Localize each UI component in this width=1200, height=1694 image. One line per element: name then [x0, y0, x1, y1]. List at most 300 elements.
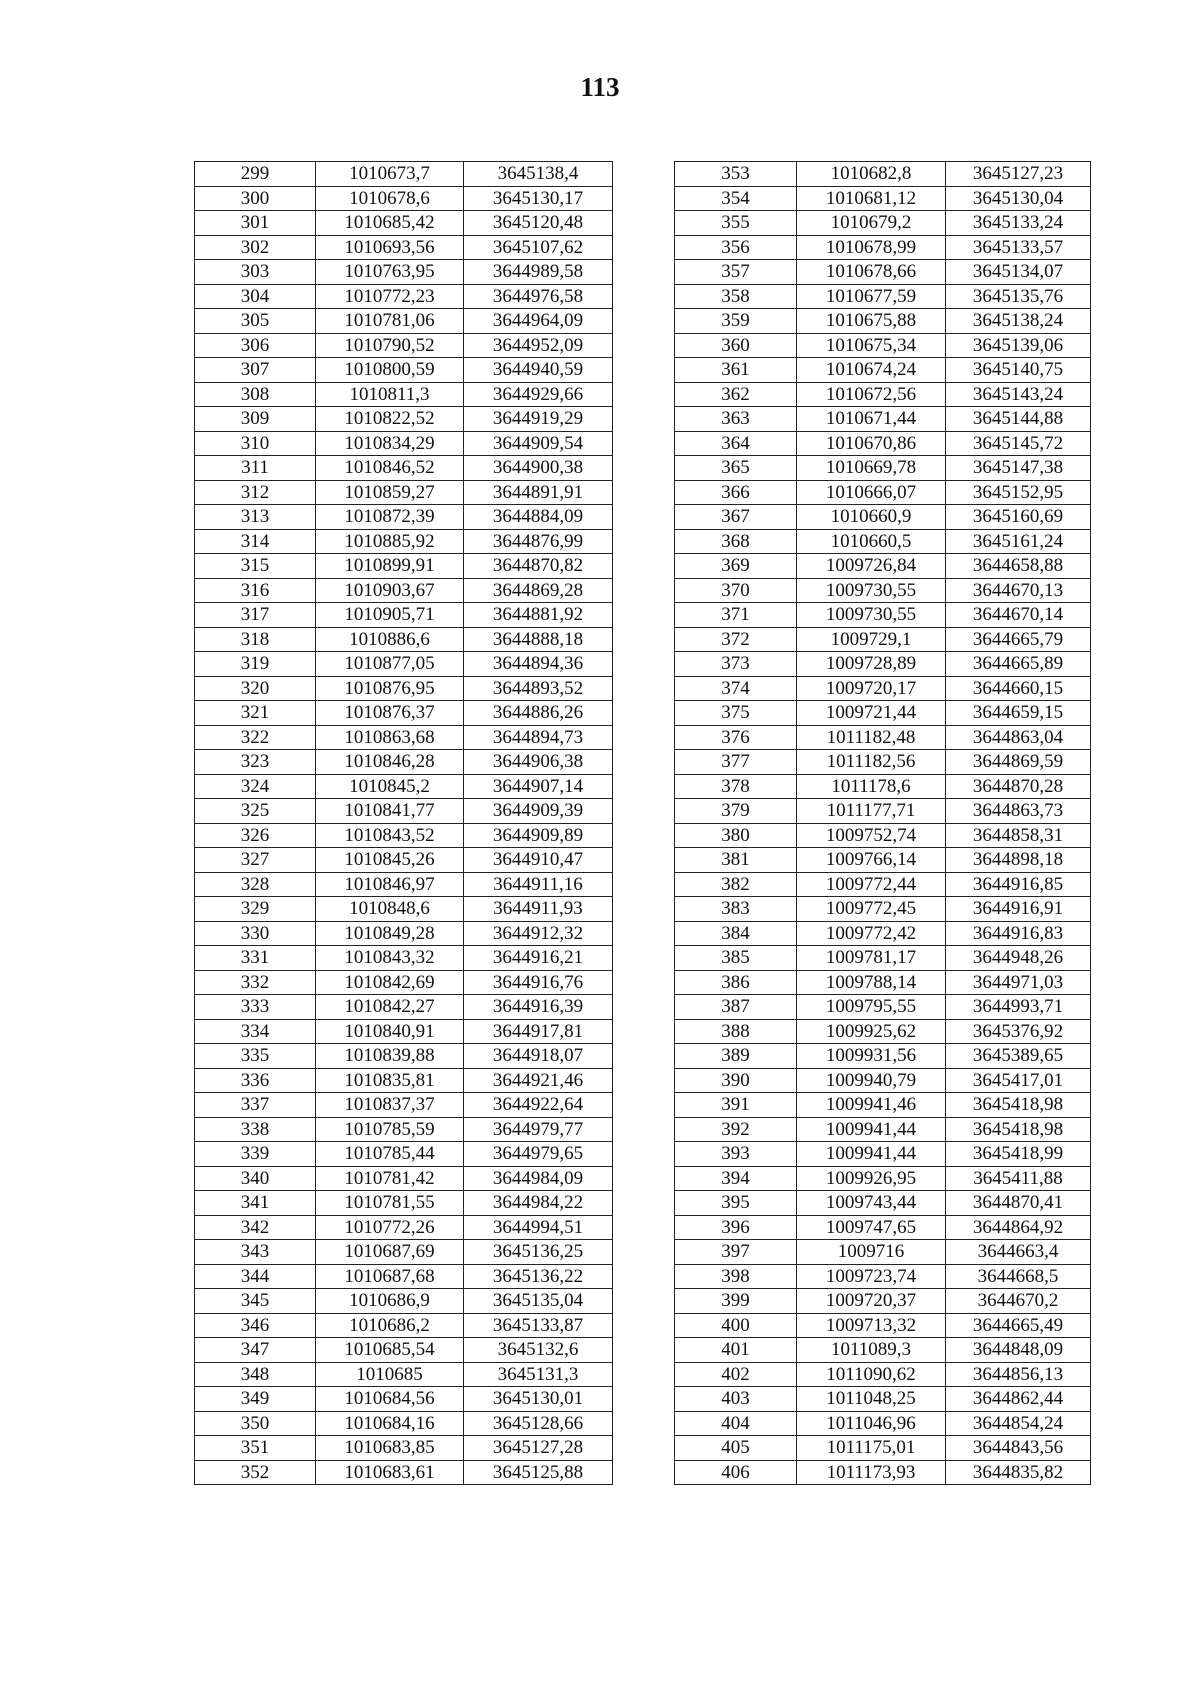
table-row [195, 284, 613, 309]
x-coordinate-cell: 1010672,56 [797, 382, 946, 407]
x-coordinate-cell: 1009941,46 [797, 1093, 946, 1118]
x-coordinate-cell: 1010683,61 [316, 1460, 464, 1485]
y-coordinate-cell: 3644863,73 [946, 799, 1091, 824]
point-number-cell: 404 [675, 1411, 797, 1436]
x-coordinate-cell: 1010899,91 [316, 554, 464, 579]
x-coordinate-cell: 1010845,26 [316, 848, 464, 873]
y-coordinate-cell: 3644869,28 [464, 578, 613, 603]
point-number-cell: 312 [195, 480, 316, 505]
point-number-cell: 357 [675, 260, 797, 285]
point-number-cell: 370 [675, 578, 797, 603]
y-coordinate-cell: 3644948,26 [946, 946, 1091, 971]
x-coordinate-cell: 1010781,06 [316, 309, 464, 334]
point-number-cell: 303 [195, 260, 316, 285]
y-coordinate-cell: 3644909,39 [464, 799, 613, 824]
table-row [675, 603, 1091, 628]
y-coordinate-cell: 3644659,15 [946, 701, 1091, 726]
y-coordinate-cell: 3644670,13 [946, 578, 1091, 603]
point-number-cell: 333 [195, 995, 316, 1020]
x-coordinate-cell: 1010666,07 [797, 480, 946, 505]
x-coordinate-cell: 1010678,66 [797, 260, 946, 285]
point-number-cell: 313 [195, 505, 316, 530]
x-coordinate-cell: 1010781,55 [316, 1191, 464, 1216]
y-coordinate-cell: 3645133,57 [946, 235, 1091, 260]
y-coordinate-cell: 3644916,76 [464, 970, 613, 995]
y-coordinate-cell: 3645130,17 [464, 186, 613, 211]
y-coordinate-cell: 3644835,82 [946, 1460, 1091, 1485]
y-coordinate-cell: 3644916,85 [946, 872, 1091, 897]
x-coordinate-cell: 1010863,68 [316, 725, 464, 750]
x-coordinate-cell: 1010683,85 [316, 1436, 464, 1461]
point-number-cell: 378 [675, 774, 797, 799]
point-number-cell: 304 [195, 284, 316, 309]
table-row [675, 505, 1091, 530]
x-coordinate-cell: 1010834,29 [316, 431, 464, 456]
y-coordinate-cell: 3645376,92 [946, 1019, 1091, 1044]
table-row [675, 1215, 1091, 1240]
y-coordinate-cell: 3644870,82 [464, 554, 613, 579]
x-coordinate-cell: 1009752,74 [797, 823, 946, 848]
table-row [675, 1460, 1091, 1485]
x-coordinate-cell: 1009926,95 [797, 1166, 946, 1191]
table-row [195, 554, 613, 579]
table-row [675, 284, 1091, 309]
point-number-cell: 359 [675, 309, 797, 334]
y-coordinate-cell: 3645418,98 [946, 1117, 1091, 1142]
point-number-cell: 343 [195, 1240, 316, 1265]
y-coordinate-cell: 3644894,36 [464, 652, 613, 677]
y-coordinate-cell: 3644993,71 [946, 995, 1091, 1020]
table-row [195, 1313, 613, 1338]
point-number-cell: 390 [675, 1068, 797, 1093]
y-coordinate-cell: 3644989,58 [464, 260, 613, 285]
point-number-cell: 346 [195, 1313, 316, 1338]
y-coordinate-cell: 3644952,09 [464, 333, 613, 358]
x-coordinate-cell: 1010687,68 [316, 1264, 464, 1289]
y-coordinate-cell: 3644916,91 [946, 897, 1091, 922]
y-coordinate-cell: 3644854,24 [946, 1411, 1091, 1436]
y-coordinate-cell: 3644886,26 [464, 701, 613, 726]
y-coordinate-cell: 3644900,38 [464, 456, 613, 481]
y-coordinate-cell: 3645135,76 [946, 284, 1091, 309]
x-coordinate-cell: 1009713,32 [797, 1313, 946, 1338]
x-coordinate-cell: 1011173,93 [797, 1460, 946, 1485]
point-number-cell: 374 [675, 676, 797, 701]
point-number-cell: 350 [195, 1411, 316, 1436]
x-coordinate-cell: 1010843,52 [316, 823, 464, 848]
x-coordinate-cell: 1010905,71 [316, 603, 464, 628]
table-row [195, 211, 613, 236]
x-coordinate-cell: 1010849,28 [316, 921, 464, 946]
table-row [195, 1117, 613, 1142]
y-coordinate-cell: 3644670,2 [946, 1289, 1091, 1314]
point-number-cell: 306 [195, 333, 316, 358]
point-number-cell: 402 [675, 1362, 797, 1387]
x-coordinate-cell: 1010684,56 [316, 1387, 464, 1412]
x-coordinate-cell: 1010872,39 [316, 505, 464, 530]
x-coordinate-cell: 1011089,3 [797, 1338, 946, 1363]
y-coordinate-cell: 3644864,92 [946, 1215, 1091, 1240]
x-coordinate-cell: 1010671,44 [797, 407, 946, 432]
x-coordinate-cell: 1010846,97 [316, 872, 464, 897]
point-number-cell: 316 [195, 578, 316, 603]
x-coordinate-cell: 1010660,5 [797, 529, 946, 554]
point-number-cell: 360 [675, 333, 797, 358]
y-coordinate-cell: 3644940,59 [464, 358, 613, 383]
x-coordinate-cell: 1009723,74 [797, 1264, 946, 1289]
y-coordinate-cell: 3644917,81 [464, 1019, 613, 1044]
x-coordinate-cell: 1009766,14 [797, 848, 946, 873]
y-coordinate-cell: 3644911,93 [464, 897, 613, 922]
y-coordinate-cell: 3645128,66 [464, 1411, 613, 1436]
y-coordinate-cell: 3645145,72 [946, 431, 1091, 456]
y-coordinate-cell: 3644976,58 [464, 284, 613, 309]
y-coordinate-cell: 3645107,62 [464, 235, 613, 260]
y-coordinate-cell: 3644911,16 [464, 872, 613, 897]
coordinates-table-right [674, 161, 1091, 1485]
table-row [675, 1117, 1091, 1142]
coordinates-table-left [194, 161, 613, 1485]
x-coordinate-cell: 1010877,05 [316, 652, 464, 677]
point-number-cell: 385 [675, 946, 797, 971]
y-coordinate-cell: 3644984,22 [464, 1191, 613, 1216]
table-row [195, 750, 613, 775]
table-row [195, 358, 613, 383]
table-row [195, 652, 613, 677]
y-coordinate-cell: 3645133,87 [464, 1313, 613, 1338]
y-coordinate-cell: 3644912,32 [464, 921, 613, 946]
point-number-cell: 305 [195, 309, 316, 334]
x-coordinate-cell: 1011177,71 [797, 799, 946, 824]
point-number-cell: 364 [675, 431, 797, 456]
y-coordinate-cell: 3644979,77 [464, 1117, 613, 1142]
point-number-cell: 318 [195, 627, 316, 652]
x-coordinate-cell: 1010822,52 [316, 407, 464, 432]
y-coordinate-cell: 3645138,24 [946, 309, 1091, 334]
point-number-cell: 389 [675, 1044, 797, 1069]
x-coordinate-cell: 1010678,6 [316, 186, 464, 211]
point-number-cell: 380 [675, 823, 797, 848]
table-row [195, 1289, 613, 1314]
table-row [675, 1338, 1091, 1363]
y-coordinate-cell: 3645134,07 [946, 260, 1091, 285]
y-coordinate-cell: 3644921,46 [464, 1068, 613, 1093]
point-number-cell: 379 [675, 799, 797, 824]
table-row [675, 1436, 1091, 1461]
x-coordinate-cell: 1010687,69 [316, 1240, 464, 1265]
point-number-cell: 393 [675, 1142, 797, 1167]
coordinates-table-left-body [195, 162, 613, 1485]
table-row [675, 260, 1091, 285]
y-coordinate-cell: 3645147,38 [946, 456, 1091, 481]
y-coordinate-cell: 3644668,5 [946, 1264, 1091, 1289]
x-coordinate-cell: 1010685 [316, 1362, 464, 1387]
table-row [675, 162, 1091, 187]
x-coordinate-cell: 1009730,55 [797, 578, 946, 603]
point-number-cell: 398 [675, 1264, 797, 1289]
point-number-cell: 355 [675, 211, 797, 236]
point-number-cell: 403 [675, 1387, 797, 1412]
x-coordinate-cell: 1011046,96 [797, 1411, 946, 1436]
table-row [675, 1387, 1091, 1412]
table-row [195, 701, 613, 726]
y-coordinate-cell: 3644663,4 [946, 1240, 1091, 1265]
y-coordinate-cell: 3645389,65 [946, 1044, 1091, 1069]
table-row [195, 1338, 613, 1363]
table-row [675, 1411, 1091, 1436]
y-coordinate-cell: 3644898,18 [946, 848, 1091, 873]
point-number-cell: 324 [195, 774, 316, 799]
table-row [675, 1289, 1091, 1314]
x-coordinate-cell: 1010800,59 [316, 358, 464, 383]
y-coordinate-cell: 3645136,25 [464, 1240, 613, 1265]
table-row [675, 1362, 1091, 1387]
x-coordinate-cell: 1010693,56 [316, 235, 464, 260]
y-coordinate-cell: 3644919,29 [464, 407, 613, 432]
table-row [195, 235, 613, 260]
point-number-cell: 340 [195, 1166, 316, 1191]
table-row [675, 725, 1091, 750]
table-row [195, 1068, 613, 1093]
table-row [675, 1142, 1091, 1167]
x-coordinate-cell: 1009941,44 [797, 1117, 946, 1142]
table-row [195, 1019, 613, 1044]
y-coordinate-cell: 3645132,6 [464, 1338, 613, 1363]
x-coordinate-cell: 1010846,52 [316, 456, 464, 481]
point-number-cell: 353 [675, 162, 797, 187]
point-number-cell: 399 [675, 1289, 797, 1314]
y-coordinate-cell: 3644665,49 [946, 1313, 1091, 1338]
table-row [675, 456, 1091, 481]
y-coordinate-cell: 3644994,51 [464, 1215, 613, 1240]
point-number-cell: 349 [195, 1387, 316, 1412]
x-coordinate-cell: 1010842,27 [316, 995, 464, 1020]
point-number-cell: 363 [675, 407, 797, 432]
table-row [675, 921, 1091, 946]
table-row [675, 946, 1091, 971]
x-coordinate-cell: 1010685,54 [316, 1338, 464, 1363]
y-coordinate-cell: 3645130,04 [946, 186, 1091, 211]
x-coordinate-cell: 1009931,56 [797, 1044, 946, 1069]
table-row [195, 774, 613, 799]
point-number-cell: 361 [675, 358, 797, 383]
y-coordinate-cell: 3644858,31 [946, 823, 1091, 848]
y-coordinate-cell: 3645125,88 [464, 1460, 613, 1485]
table-row [195, 578, 613, 603]
point-number-cell: 406 [675, 1460, 797, 1485]
y-coordinate-cell: 3644843,56 [946, 1436, 1091, 1461]
table-row [195, 1411, 613, 1436]
point-number-cell: 326 [195, 823, 316, 848]
x-coordinate-cell: 1009772,44 [797, 872, 946, 897]
table-row [195, 162, 613, 187]
point-number-cell: 332 [195, 970, 316, 995]
table-row [675, 407, 1091, 432]
y-coordinate-cell: 3644922,64 [464, 1093, 613, 1118]
y-coordinate-cell: 3644870,28 [946, 774, 1091, 799]
point-number-cell: 325 [195, 799, 316, 824]
x-coordinate-cell: 1009743,44 [797, 1191, 946, 1216]
y-coordinate-cell: 3645143,24 [946, 382, 1091, 407]
table-row [675, 897, 1091, 922]
point-number-cell: 322 [195, 725, 316, 750]
x-coordinate-cell: 1011175,01 [797, 1436, 946, 1461]
x-coordinate-cell: 1010682,8 [797, 162, 946, 187]
point-number-cell: 368 [675, 529, 797, 554]
point-number-cell: 328 [195, 872, 316, 897]
table-row [195, 946, 613, 971]
x-coordinate-cell: 1010686,9 [316, 1289, 464, 1314]
page-number: 113 [580, 72, 620, 102]
point-number-cell: 315 [195, 554, 316, 579]
table-row [195, 897, 613, 922]
y-coordinate-cell: 3645418,99 [946, 1142, 1091, 1167]
table-row [675, 823, 1091, 848]
table-row [195, 1215, 613, 1240]
point-number-cell: 351 [195, 1436, 316, 1461]
point-number-cell: 335 [195, 1044, 316, 1069]
x-coordinate-cell: 1010846,28 [316, 750, 464, 775]
x-coordinate-cell: 1010843,32 [316, 946, 464, 971]
table-row [675, 1313, 1091, 1338]
x-coordinate-cell: 1010835,81 [316, 1068, 464, 1093]
table-row [195, 333, 613, 358]
y-coordinate-cell: 3644670,14 [946, 603, 1091, 628]
y-coordinate-cell: 3645136,22 [464, 1264, 613, 1289]
y-coordinate-cell: 3644909,89 [464, 823, 613, 848]
point-number-cell: 354 [675, 186, 797, 211]
x-coordinate-cell: 1009941,44 [797, 1142, 946, 1167]
y-coordinate-cell: 3644916,83 [946, 921, 1091, 946]
point-number-cell: 384 [675, 921, 797, 946]
point-number-cell: 367 [675, 505, 797, 530]
table-row [195, 505, 613, 530]
point-number-cell: 302 [195, 235, 316, 260]
table-row [195, 1191, 613, 1216]
table-row [195, 799, 613, 824]
x-coordinate-cell: 1010785,44 [316, 1142, 464, 1167]
table-row [195, 1264, 613, 1289]
point-number-cell: 382 [675, 872, 797, 897]
table-row [675, 627, 1091, 652]
point-number-cell: 319 [195, 652, 316, 677]
y-coordinate-cell: 3645127,23 [946, 162, 1091, 187]
y-coordinate-cell: 3644929,66 [464, 382, 613, 407]
table-row [675, 235, 1091, 260]
table-row [675, 211, 1091, 236]
y-coordinate-cell: 3644964,09 [464, 309, 613, 334]
table-row [195, 1387, 613, 1412]
table-row [675, 701, 1091, 726]
table-row [675, 676, 1091, 701]
x-coordinate-cell: 1009940,79 [797, 1068, 946, 1093]
table-row [195, 309, 613, 334]
point-number-cell: 395 [675, 1191, 797, 1216]
table-row [675, 774, 1091, 799]
table-row [675, 995, 1091, 1020]
table-row [195, 970, 613, 995]
point-number-cell: 310 [195, 431, 316, 456]
table-row [195, 456, 613, 481]
table-row [195, 823, 613, 848]
point-number-cell: 376 [675, 725, 797, 750]
y-coordinate-cell: 3644665,89 [946, 652, 1091, 677]
point-number-cell: 342 [195, 1215, 316, 1240]
y-coordinate-cell: 3644660,15 [946, 676, 1091, 701]
x-coordinate-cell: 1010859,27 [316, 480, 464, 505]
point-number-cell: 372 [675, 627, 797, 652]
point-number-cell: 323 [195, 750, 316, 775]
point-number-cell: 307 [195, 358, 316, 383]
y-coordinate-cell: 3644910,47 [464, 848, 613, 873]
y-coordinate-cell: 3645144,88 [946, 407, 1091, 432]
y-coordinate-cell: 3645161,24 [946, 529, 1091, 554]
table-row [675, 652, 1091, 677]
y-coordinate-cell: 3645139,06 [946, 333, 1091, 358]
y-coordinate-cell: 3644979,65 [464, 1142, 613, 1167]
x-coordinate-cell: 1010772,26 [316, 1215, 464, 1240]
point-number-cell: 301 [195, 211, 316, 236]
point-number-cell: 309 [195, 407, 316, 432]
table-row [675, 1240, 1091, 1265]
table-row [195, 1093, 613, 1118]
table-row [195, 627, 613, 652]
table-row [675, 1044, 1091, 1069]
point-number-cell: 337 [195, 1093, 316, 1118]
x-coordinate-cell: 1010669,78 [797, 456, 946, 481]
table-row [675, 578, 1091, 603]
y-coordinate-cell: 3645140,75 [946, 358, 1091, 383]
y-coordinate-cell: 3645418,98 [946, 1093, 1091, 1118]
table-row [675, 529, 1091, 554]
y-coordinate-cell: 3644856,13 [946, 1362, 1091, 1387]
table-row [675, 848, 1091, 873]
point-number-cell: 388 [675, 1019, 797, 1044]
point-number-cell: 373 [675, 652, 797, 677]
x-coordinate-cell: 1011182,48 [797, 725, 946, 750]
table-row [675, 1068, 1091, 1093]
y-coordinate-cell: 3644984,09 [464, 1166, 613, 1191]
table-row [195, 186, 613, 211]
point-number-cell: 352 [195, 1460, 316, 1485]
point-number-cell: 338 [195, 1117, 316, 1142]
y-coordinate-cell: 3644916,39 [464, 995, 613, 1020]
x-coordinate-cell: 1009726,84 [797, 554, 946, 579]
table-row [675, 1093, 1091, 1118]
x-coordinate-cell: 1010675,88 [797, 309, 946, 334]
table-row [195, 1166, 613, 1191]
table-row [195, 725, 613, 750]
point-number-cell: 375 [675, 701, 797, 726]
point-number-cell: 396 [675, 1215, 797, 1240]
y-coordinate-cell: 3644893,52 [464, 676, 613, 701]
point-number-cell: 405 [675, 1436, 797, 1461]
y-coordinate-cell: 3644876,99 [464, 529, 613, 554]
table-row [195, 1460, 613, 1485]
x-coordinate-cell: 1011048,25 [797, 1387, 946, 1412]
table-row [195, 382, 613, 407]
x-coordinate-cell: 1010790,52 [316, 333, 464, 358]
point-number-cell: 311 [195, 456, 316, 481]
x-coordinate-cell: 1009795,55 [797, 995, 946, 1020]
y-coordinate-cell: 3644658,88 [946, 554, 1091, 579]
y-coordinate-cell: 3644907,14 [464, 774, 613, 799]
x-coordinate-cell: 1010673,7 [316, 162, 464, 187]
table-row [195, 1436, 613, 1461]
x-coordinate-cell: 1010903,67 [316, 578, 464, 603]
y-coordinate-cell: 3644848,09 [946, 1338, 1091, 1363]
y-coordinate-cell: 3645152,95 [946, 480, 1091, 505]
